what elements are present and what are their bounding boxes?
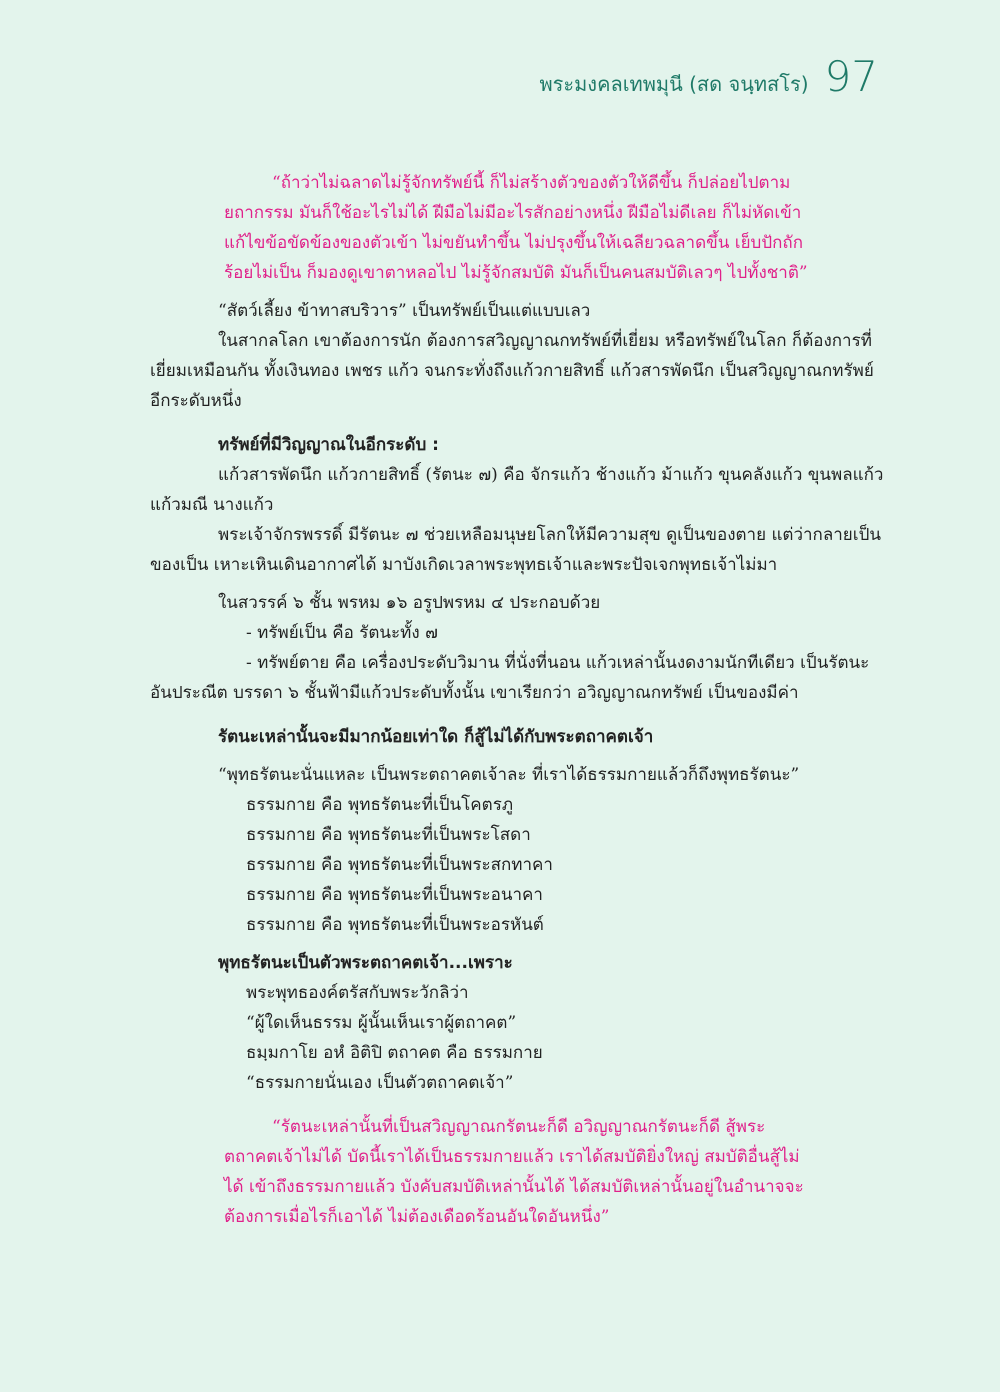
section-heading-buddha-ratana-because: พุทธรัตนะเป็นตัวพระตถาคตเจ้า...เพราะ bbox=[218, 953, 513, 973]
list-item: “ผู้ใดเห็นธรรม ผู้นั้นเห็นเราผู้ตถาคต” bbox=[246, 1013, 517, 1033]
quote-block-2 bbox=[150, 1112, 809, 1232]
paragraph-chakravartin: พระเจ้าจักรพรรดิ์ มีรัตนะ ๗ ช่วยเหลือมนุษยโลกให้มีความสุข ดูเป็นของตาย แต่ว่ากลายเป็นของเป็น เหาะเหินเดินอากาศได้ มาบังเกิดเวลาพระพุทธเจ้าและพระปัจเจกพุทธเจ้าไม่มา bbox=[150, 525, 881, 575]
dhammakaya-list bbox=[150, 790, 885, 940]
header-author: พระมงคลเทพมุนี (สด จนฺทสโร) bbox=[539, 72, 809, 96]
vakkali-list bbox=[150, 978, 885, 1098]
quote-block-1 bbox=[150, 168, 809, 288]
list-item: ธรรมกาย คือ พุทธรัตนะที่เป็นพระอรหันต์ bbox=[246, 915, 544, 935]
list-item: พระพุทธองค์ตรัสกับพระวักลิว่า bbox=[246, 983, 469, 1003]
list-item: ธรรมกาย คือ พุทธรัตนะที่เป็นพระสกทาคา bbox=[246, 855, 553, 875]
paragraph-buddha-ratana: “พุทธรัตนะนั่นแหละ เป็นพระตถาคตเจ้าละ ที่เราได้ธรรมกายแล้วก็ถึงพุทธรัตนะ” bbox=[218, 765, 800, 785]
page-number: 97 bbox=[824, 52, 878, 101]
paragraph-seven-gems: แก้วสารพัดนึก แก้วกายสิทธิ์ (รัตนะ ๗) คือ จักรแก้ว ช้างแก้ว ม้าแก้ว ขุนคลังแก้ว ขุนพลแก้ว แก้วมณี นางแก้ว bbox=[150, 465, 884, 515]
paragraph-global-wealth: ในสากลโลก เขาต้องการนัก ต้องการสวิญญาณกทรัพย์ที่เยี่ยม หรือทรัพย์ในโลก ก็ต้องการที่ เยี่ยมเหมือนกัน ทั้งเงินทอง เพชร แก้ว จนกระทั่งถึงแก้วกายสิทธิ์ แก้วสารพัดนึก เป็นสวิญญาณกทรัพย์ อีกระดับหนึ่ง bbox=[150, 331, 874, 411]
section-heading-gems-vs-tathagata: รัตนะเหล่านั้นจะมีมากน้อยเท่าใด ก็สู้ไม่ได้กับพระตถาคตเจ้า bbox=[218, 727, 654, 747]
paragraph-dead-wealth: - ทรัพย์ตาย คือ เครื่องประดับวิมาน ที่นั่งที่นอน แก้วเหล่านั้นงดงามนักทีเดียว เป็นรัตนะอันประณีต บรรดา ๖ ชั้นฟ้ามีแก้วประดับทั้งนั้น เขาเรียกว่า อวิญญาณกทรัพย์ เป็นของมีค่า bbox=[150, 653, 870, 703]
list-item: ธมฺมกาโย อหํ อิติปิ ตถาคต คือ ธรรมกาย bbox=[246, 1043, 543, 1063]
list-item: “ธรรมกายนั่นเอง เป็นตัวตถาคตเจ้า” bbox=[246, 1073, 514, 1093]
page-body bbox=[150, 168, 885, 1232]
list-item: ธรรมกาย คือ พุทธรัตนะที่เป็นพระโสดา bbox=[246, 825, 531, 845]
paragraph-heavens: ในสวรรค์ ๖ ชั้น พรหม ๑๖ อรูปพรหม ๔ ประกอบด้วย bbox=[218, 593, 601, 613]
running-header bbox=[539, 52, 878, 101]
section-heading-spiritual-wealth: ทรัพย์ที่มีวิญญาณในอีกระดับ : bbox=[218, 435, 439, 455]
list-item: ธรรมกาย คือ พุทธรัตนะที่เป็นพระอนาคา bbox=[246, 885, 543, 905]
quote-text-1: “ถ้าว่าไม่ฉลาดไม่รู้จักทรัพย์นี้ ก็ไม่สร้างตัวของตัวให้ดีขึ้น ก็ปล่อยไปตามยถากรรม มันก็ใช้อะไรไม่ได้ ฝีมือไม่มีอะไรสักอย่างหนึ่ง ฝีมือไม่ดีเลย ก็ไม่หัดเข้าแก้ไขข้อขัดข้องของตัวเข้า ไม่ขยันทำขึ้น ไม่ปรุงขึ้นให้เฉลียวฉลาดขึ้น เย็บปักถักร้อยไม่เป็น ก็มองดูเขาตาหลอไป ไม่รู้จักสมบัติ มันก็เป็นคนสมบัติเลวๆ ไปทั้งชาติ” bbox=[224, 173, 808, 283]
paragraph-pets-servants: “สัตว์เลี้ยง ข้าทาสบริวาร” เป็นทรัพย์เป็นแต่แบบเลว bbox=[218, 301, 591, 321]
list-item: ธรรมกาย คือ พุทธรัตนะที่เป็นโคตรภู bbox=[246, 795, 514, 815]
quote-text-2: “รัตนะเหล่านั้นที่เป็นสวิญญาณกรัตนะก็ดี อวิญญาณกรัตนะก็ดี สู้พระตถาคตเจ้าไม่ได้ บัดนี้เราได้เป็นธรรมกายแล้ว เราได้สมบัติยิ่งใหญ่ สมบัติอื่นสู้ไม่ได้ เข้าถึงธรรมกายแล้ว บังคับสมบัติเหล่านั้นได้ ได้สมบัติเหล่านั้นอยู่ในอำนาจจะต้องการเมื่อไรก็เอาได้ ไม่ต้องเดือดร้อนอันใดอันหนึ่ง” bbox=[224, 1117, 804, 1227]
paragraph-living-wealth: - ทรัพย์เป็น คือ รัตนะทั้ง ๗ bbox=[246, 623, 438, 643]
